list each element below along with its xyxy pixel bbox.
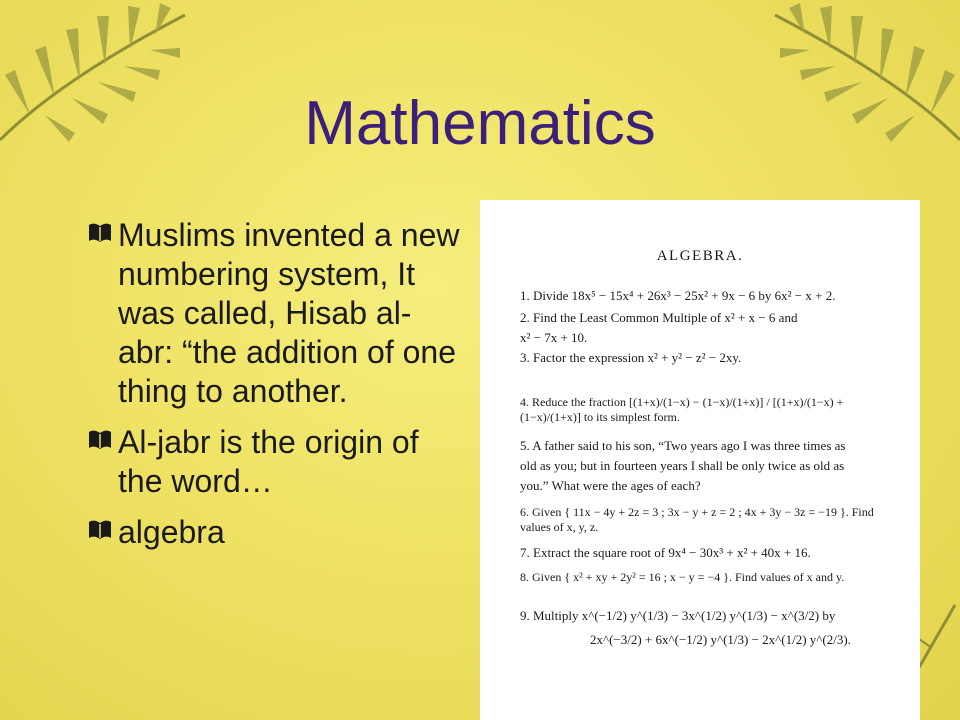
problem-line: 2. Find the Least Common Multiple of x² + x − 6 and bbox=[520, 310, 798, 325]
bullet-text: Muslims invented a new numbering system, It was called, Hisab al-abr: “the addition of one thing to another. bbox=[118, 217, 460, 409]
slide-title: Mathematics bbox=[304, 89, 656, 158]
open-book-icon bbox=[88, 429, 112, 451]
bullet-text: Al-jabr is the origin of the word… bbox=[118, 424, 419, 499]
open-book-icon bbox=[88, 222, 112, 244]
open-book-icon bbox=[88, 519, 112, 541]
problem-line: 6. Given { 11x − 4y + 2z = 3 ; 3x − y + z = 2 ; 4x + 3y − 3z = −19 }. Find values of x, y, z. bbox=[520, 505, 874, 534]
bullet-list bbox=[88, 216, 460, 564]
problem-line: you.” What were the ages of each? bbox=[520, 478, 701, 493]
problem-line: 9. Multiply x^(−1/2) y^(1/3) − 3x^(1/2) y^(1/3) − x^(3/2) by bbox=[520, 608, 836, 623]
bullet-item bbox=[88, 513, 460, 552]
problem-line: 7. Extract the square root of 9x⁴ − 30x³ + x² + 40x + 16. bbox=[520, 545, 811, 560]
problem-line: 1. Divide 18x⁵ − 15x⁴ + 26x³ − 25x² + 9x − 6 by 6x² − x + 2. bbox=[520, 288, 836, 303]
problem-line: x² − 7x + 10. bbox=[520, 330, 588, 345]
problem-line: 3. Factor the expression x² + y² − z² − 2xy. bbox=[520, 350, 742, 365]
algebra-page-image bbox=[480, 200, 920, 720]
problem-line: 2x^(−3/2) + 6x^(−1/2) y^(1/3) − 2x^(1/2) y^(2/3). bbox=[590, 632, 851, 647]
problem-line: old as you; but in fourteen years I shall be only twice as old as bbox=[520, 458, 845, 473]
bullet-item bbox=[88, 216, 460, 411]
problem-line: 8. Given { x² + xy + 2y² = 16 ; x − y = −4 }. Find values of x and y. bbox=[520, 570, 845, 584]
problem-line: 5. A father said to his son, “Two years ago I was three times as bbox=[520, 438, 846, 453]
problem-line: 4. Reduce the fraction [(1+x)/(1−x) − (1−x)/(1+x)] / [(1+x)/(1−x) + (1−x)/(1+x)] to its simplest form. bbox=[520, 395, 844, 424]
algebra-heading: ALGEBRA. bbox=[656, 248, 744, 264]
bullet-text: algebra bbox=[118, 514, 225, 550]
bullet-item bbox=[88, 423, 460, 501]
